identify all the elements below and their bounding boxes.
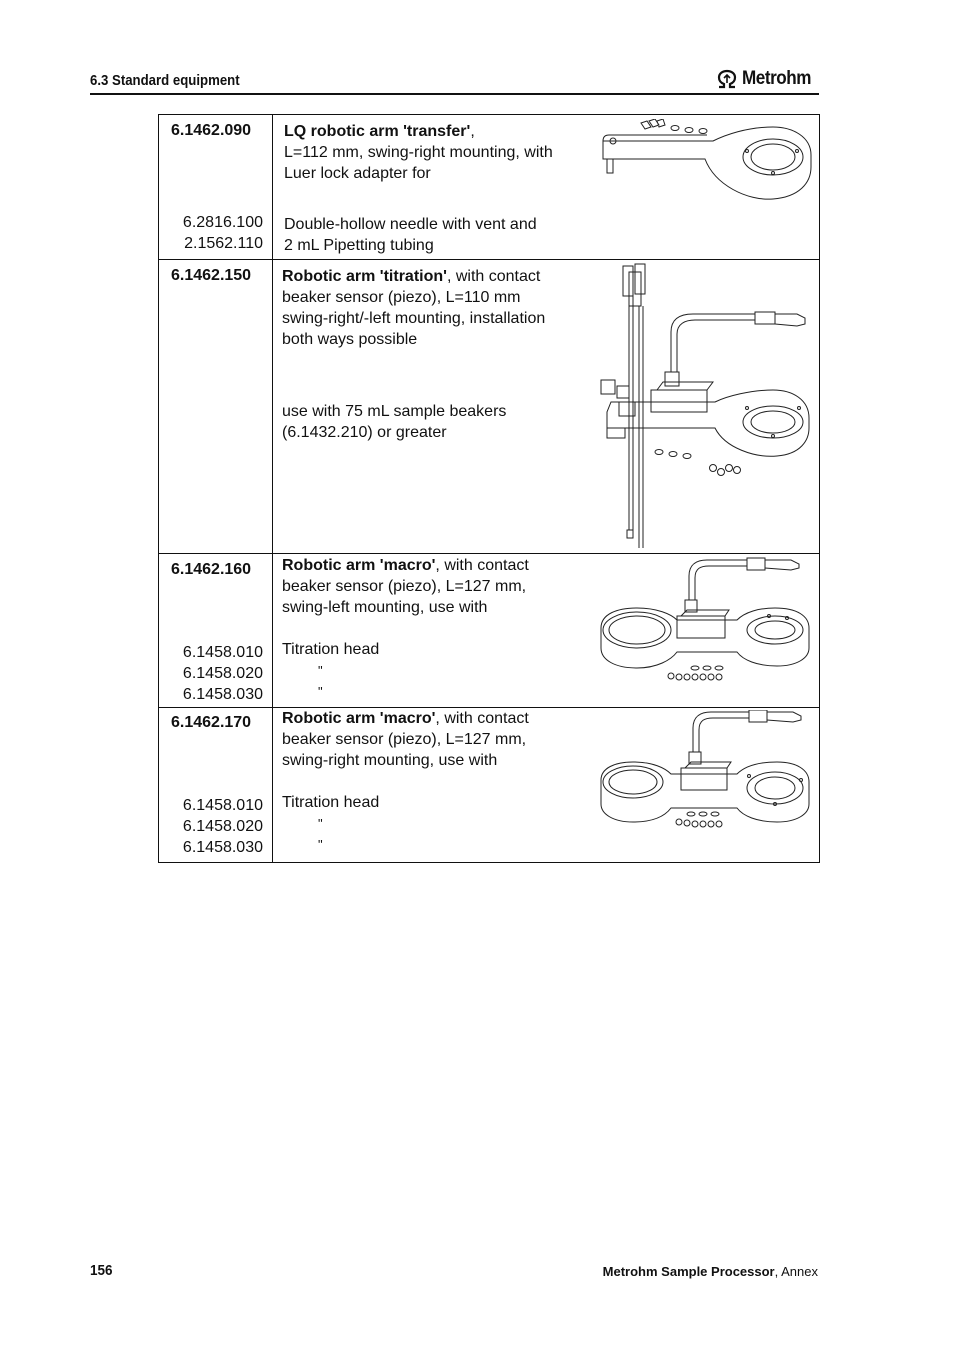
accessory-description: Titration head " " [282, 641, 380, 699]
equipment-table [158, 114, 820, 863]
order-code: 6.1462.150 [171, 267, 252, 284]
header-rule [90, 93, 819, 95]
order-code: 6.1462.170 [171, 714, 252, 731]
accessory-description: Titration head " " [282, 794, 380, 852]
accessory-description: use with 75 mL sample beakers (6.1432.210) or greater [282, 403, 507, 441]
accessory-codes: 6.2816.100 2.1562.110 [182, 214, 263, 252]
order-code: 6.1462.160 [171, 561, 252, 578]
macro-arm-right-illustration [597, 710, 813, 850]
titration-arm-illustration [595, 262, 813, 552]
accessory-codes: 6.1458.010 6.1458.020 6.1458.030 [182, 797, 263, 856]
item-description: LQ robotic arm 'transfer', L=112 mm, swing-right mounting, with Luer lock adapter for [284, 123, 553, 182]
section-title: 6.3 Standard equipment [90, 72, 240, 89]
accessory-description: Double-hollow needle with vent and 2 mL Pipetting tubing [284, 216, 537, 254]
page-number: 156 [90, 1262, 113, 1279]
item-description: Robotic arm 'macro', with contact beaker sensor (piezo), L=127 mm, swing-right mounting, use with [282, 710, 529, 769]
item-description: Robotic arm 'titration', with contact beaker sensor (piezo), L=110 mm swing-right/-left mounting, installation both ways possible [282, 268, 546, 348]
macro-arm-left-illustration [597, 556, 813, 686]
item-description: Robotic arm 'macro', with contact beaker sensor (piezo), L=127 mm, swing-left mounting, use with [282, 557, 529, 616]
table-row [159, 707, 819, 862]
table-row [159, 553, 819, 707]
table-row [159, 115, 819, 259]
transfer-arm-illustration [597, 119, 813, 205]
order-code: 6.1462.090 [171, 122, 252, 139]
accessory-codes: 6.1458.010 6.1458.020 6.1458.030 [182, 644, 263, 703]
metrohm-omega-icon [716, 69, 738, 89]
document-title: Metrohm Sample Processor, Annex [602, 1264, 818, 1279]
metrohm-logo: Metrohm [716, 66, 819, 92]
table-row [159, 259, 819, 553]
